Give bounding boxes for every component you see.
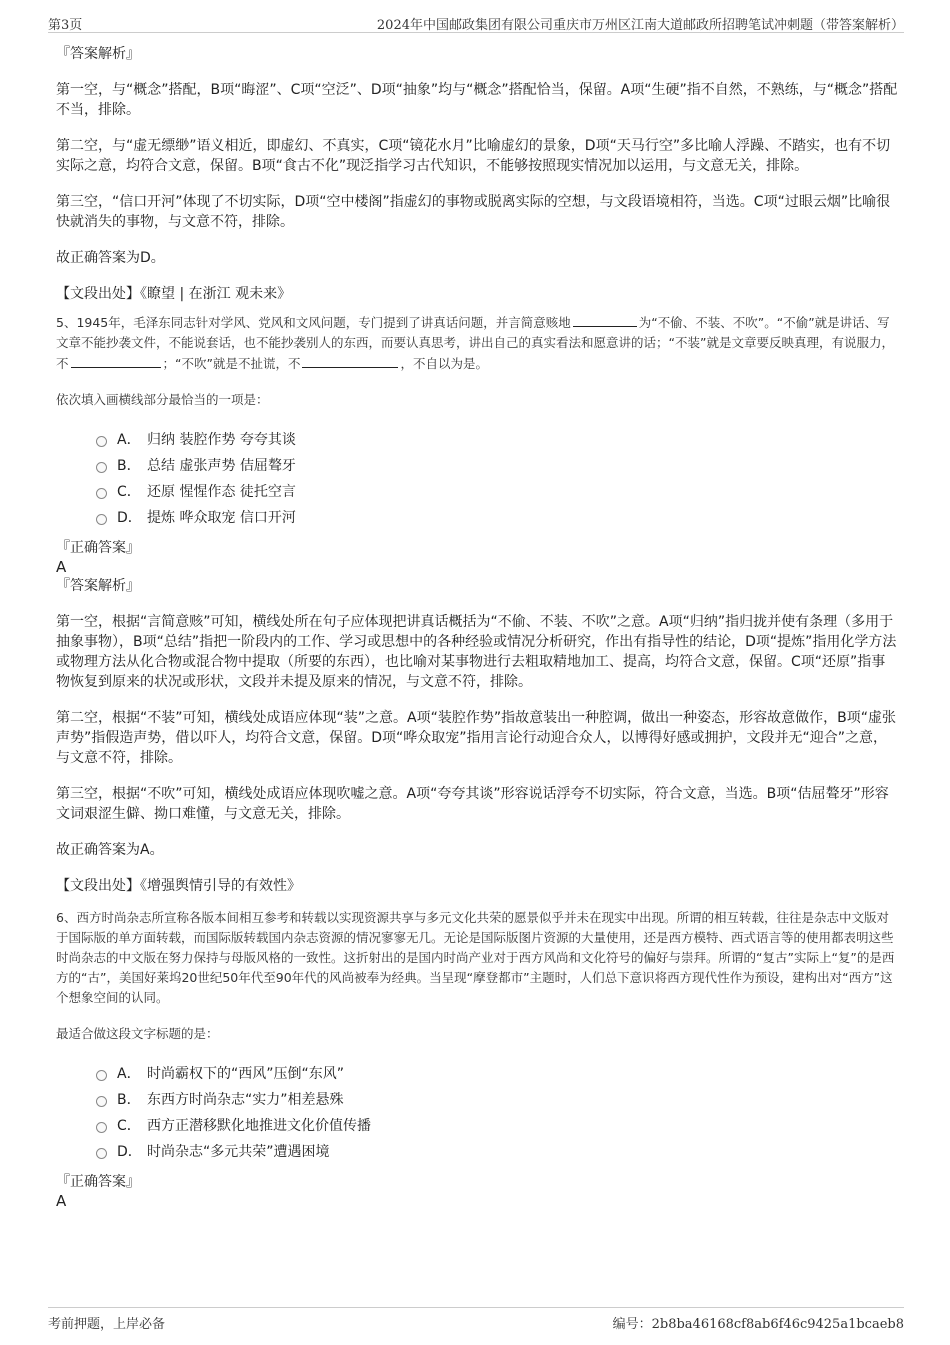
passage-source: 【文段出处】《瞭望 | 在浙江 观未来》 [56,286,292,302]
footer-slogan: 考前押题，上岸必备 [48,1317,166,1332]
blank-2 [71,353,161,368]
question-6-options [96,1060,898,1164]
option-letter: D． [117,510,142,526]
page-header [48,12,904,33]
stem-text: 为“不偷、不装、不吹”。“不偷”就是讲话、写文章不能抄袭文件，不能说套话，也不能抄袭别人的东西，而要认真思考，讲出自己的真实看法和愿意讲的话；“不装”就是文章要反映真理，有说服力，不 [56,315,894,371]
question-6-stem: 6、西方时尚杂志所宣称各版本间相互参考和转载以实现资源共享与多元文化共荣的愿景似乎并未在现实中出现。所谓的相互转载，往往是杂志中文版对于国际版的单方面转载，而国际版转载国内杂志资源的情况寥寥无几。无论是国际版图片资源的大量使用，还是西方模特、西式语言等的使用都表明这些时尚杂志的中文版在努力保持与母版风格的一致性。这折射出的是国内时尚产业对于西方风尚和文化符号的偏好与崇拜。所谓的“复古”实际上“复”的是西方的“古”，美国好莱坞20世纪50年代至90年代的风尚被奉为经典。当呈现“摩登都市”主题时，人们总下意识将西方现代性作为预设，建构出对“西方”这个想象空间的认同。 [56,910,895,1005]
correct-answer: A [56,558,67,576]
radio-icon[interactable] [96,462,107,473]
radio-icon[interactable] [96,1096,107,1107]
analysis-conclusion: 故正确答案为A。 [56,842,164,858]
radio-icon[interactable] [96,1070,107,1081]
code-value: 2b8ba46168cf8ab6f46c9425a1bcaeb8 [651,1317,904,1332]
document-title: 2024年中国邮政集团有限公司重庆市万州区江南大道邮政所招聘笔试冲刺题（带答案解析） [376,18,904,33]
page-number: 第3页 [48,18,83,33]
stem-text: 5、1945年，毛泽东同志针对学风、党风和文风问题，专门提到了讲真话问题，并言简意赅地 [56,315,571,330]
option-text: 提炼 哗众取宠 信口开河 [147,510,296,526]
option-letter: A． [117,1066,141,1082]
option-text: 总结 虚张声势 佶屈聱牙 [147,458,296,474]
option-c[interactable] [96,1112,898,1138]
analysis-conclusion: 故正确答案为D。 [56,250,165,266]
blank-3 [302,353,398,368]
correct-answer-label: 『正确答案』 [56,540,140,556]
stem-text: ，不自以为是。 [400,356,488,371]
question-5-prompt: 依次填入画横线部分最恰当的一项是： [56,392,269,407]
option-letter: D． [117,1144,142,1160]
analysis-paragraph-3: 第三空，根据“不吹”可知，横线处成语应体现吹嘘之意。A项“夸夸其谈”形容说话浮夸不切实际，符合文意，当选。B项“佶屈聱牙”形容文词艰涩生僻、拗口难懂，与文意无关，排除。 [56,786,889,822]
radio-icon[interactable] [96,488,107,499]
stem-text: ；“不吹”就是不扯谎，不 [162,356,301,371]
option-letter: C． [117,484,141,500]
option-text: 还原 惺惺作态 徒托空言 [147,484,296,500]
analysis-paragraph-2: 第二空，与“虚无缥缈”语义相近，即虚幻、不真实，C项“镜花水月”比喻虚幻的景象，D项“天马行空”多比喻人浮躁、不踏实，也有不切实际之意，均符合文意，保留。B项“食古不化”现泛指学习古代知识，不能够按照现实情况加以运用，与文意无关，排除。 [56,138,891,174]
blank-1 [573,312,637,327]
option-letter: C． [117,1118,141,1134]
option-c[interactable] [96,478,898,504]
option-a[interactable] [96,426,898,452]
question-5-stem [56,312,898,374]
option-a[interactable] [96,1060,898,1086]
question-5-options [96,426,898,530]
analysis-paragraph-3: 第三空，“信口开河”体现了不切实际，D项“空中楼阁”指虚幻的事物或脱离实际的空想，与文段语境相符，当选。C项“过眼云烟”比喻很快就消失的事物，与文意不符，排除。 [56,194,891,230]
correct-answer: A [56,1192,67,1210]
analysis-paragraph-1: 第一空，与“概念”搭配，B项“晦涩”、C项“空泛”、D项“抽象”均与“概念”搭配恰当，保留。A项“生硬”指不自然，不熟练，与“概念”搭配不当，排除。 [56,82,898,118]
page-content [56,44,898,1210]
passage-source: 【文段出处】《增强舆情引导的有效性》 [56,878,301,894]
option-text: 时尚杂志“多元共荣”遭遇困境 [147,1144,330,1160]
option-d[interactable] [96,504,898,530]
option-text: 东西方时尚杂志“实力”相差悬殊 [147,1092,344,1108]
analysis-paragraph-1: 第一空，根据“言简意赅”可知，横线处所在句子应体现把讲真话概括为“不偷、不装、不吹”之意。A项“归纳”指归拢并使有条理（多用于抽象事物），B项“总结”指把一阶段内的工作、学习或思想中的各种经验或情况分析研究，作出有指导性的结论，D项“提炼”指用化学方法或物理方法从化合物或混合物中提取（所要的东西），也比喻对某事物进行去粗取精地加工、提高，均符合文意，保留。C项“还原”指事物恢复到原来的状况或形状，文段并未提及原来的情况，与文意不符，排除。 [56,614,897,690]
option-text: 时尚霸权下的“西风”压倒“东风” [147,1066,345,1082]
page-footer [48,1307,904,1330]
option-letter: B． [117,1092,141,1108]
option-b[interactable] [96,452,898,478]
radio-icon[interactable] [96,514,107,525]
option-letter: B． [117,458,141,474]
option-text: 西方正潜移默化地推进文化价值传播 [147,1118,371,1134]
document-code [613,1313,904,1332]
correct-answer-label: 『正确答案』 [56,1174,140,1190]
option-text: 归纳 装腔作势 夸夸其谈 [147,432,296,448]
option-b[interactable] [96,1086,898,1112]
option-letter: A． [117,432,141,448]
radio-icon[interactable] [96,1122,107,1133]
analysis-paragraph-2: 第二空，根据“不装”可知，横线处成语应体现“装”之意。A项“装腔作势”指故意装出一种腔调，做出一种姿态，形容故意做作，B项“虚张声势”指假造声势，借以吓人，均符合文意，保留。D项“哗众取宠”指用言论行动迎合众人，以博得好感或拥护，文段并无“迎合”之意，与文意不符，排除。 [56,710,896,766]
code-label: 编号： [612,1317,652,1332]
radio-icon[interactable] [96,1148,107,1159]
radio-icon[interactable] [96,436,107,447]
analysis-label: 『答案解析』 [56,46,140,62]
analysis-label: 『答案解析』 [56,578,140,594]
question-6-prompt: 最适合做这段文字标题的是： [56,1026,219,1041]
option-d[interactable] [96,1138,898,1164]
